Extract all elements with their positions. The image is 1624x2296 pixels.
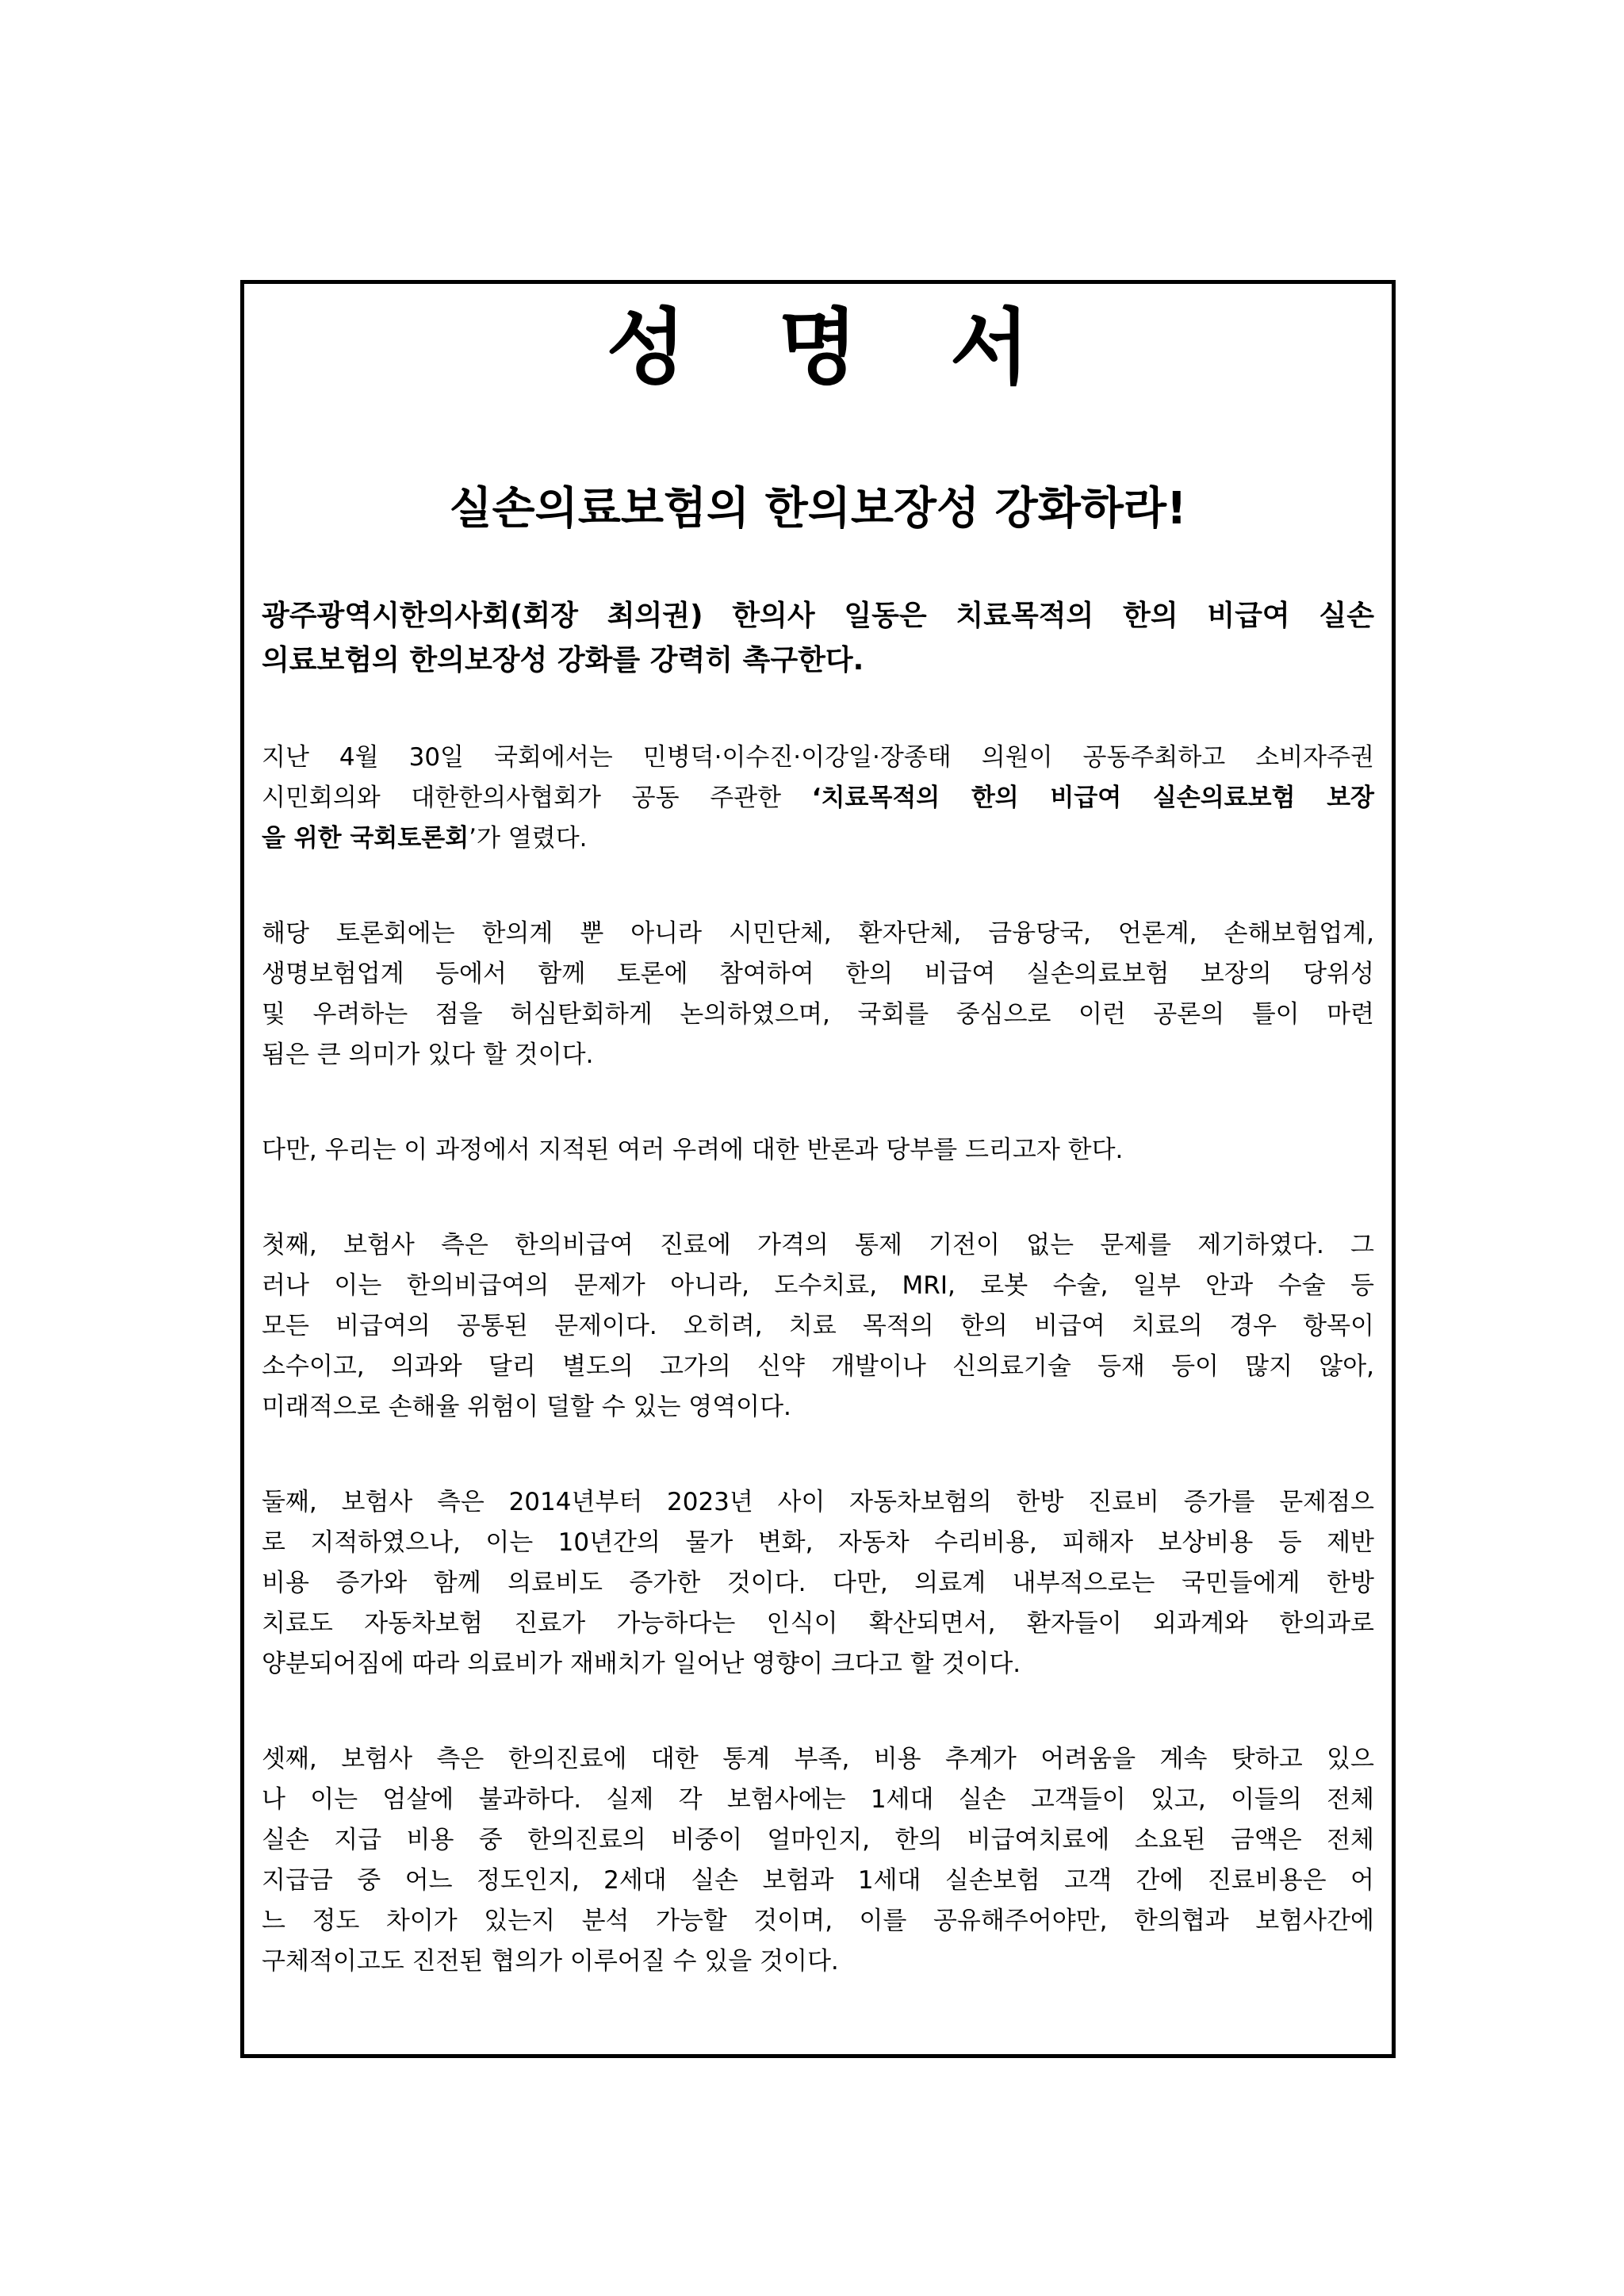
document-title: 성 명 서 <box>606 299 1062 396</box>
paragraph <box>262 1482 1374 1685</box>
text-segment: 둘째, 보험사 측은 2014년부터 2023년 사이 자동차보험의 한방 진료비 증가를 문제점으 <box>262 1488 1374 1516</box>
text-line <box>262 1266 1374 1306</box>
paragraph <box>262 1130 1374 1171</box>
text-line <box>262 1604 1374 1644</box>
text-segment: 의료보험의 한의보장성 강화를 강력히 촉구한다. <box>262 644 864 677</box>
text-segment: 나 이는 엄살에 불과하다. 실제 각 보험사에는 1세대 실손 고객들이 있고, 이들의 전체 <box>262 1785 1374 1814</box>
text-line <box>262 1644 1374 1685</box>
text-segment: 실손 지급 비용 중 한의진료의 비중이 얼마인지, 한의 비급여치료에 소요된 금액은 전체 <box>262 1826 1374 1854</box>
text-segment: 및 우려하는 점을 허심탄회하게 논의하였으며, 국회를 중심으로 이런 공론의 틀이 마련 <box>262 1000 1374 1029</box>
text-line <box>262 1820 1374 1861</box>
text-segment: 양분되어짐에 따라 의료비가 재배치가 일어난 영향이 크다고 할 것이다. <box>262 1650 1021 1678</box>
text-line <box>262 638 1374 683</box>
text-line <box>262 1482 1374 1523</box>
paragraph <box>262 1225 1374 1428</box>
text-line <box>262 818 1374 859</box>
text-line <box>262 1739 1374 1780</box>
text-segment: ’가 열렸다. <box>469 824 588 853</box>
text-segment: 됨은 큰 의미가 있다 할 것이다. <box>262 1041 594 1069</box>
bold-text: ‘치료목적의 한의 비급여 실손의료보험 보장 <box>811 784 1374 812</box>
text-segment: 미래적으로 손해율 위험이 덜할 수 있는 영역이다. <box>262 1393 791 1421</box>
text-line <box>262 778 1374 818</box>
text-line <box>262 1941 1374 1982</box>
text-segment: 해당 토론회에는 한의계 뿐 아니라 시민단체, 환자단체, 금융당국, 언론계, 손해보험업계, <box>262 919 1374 948</box>
text-line <box>262 1563 1374 1604</box>
text-line <box>262 1901 1374 1941</box>
text-line <box>262 914 1374 954</box>
text-segment: 구체적이고도 진전된 협의가 이루어질 수 있을 것이다. <box>262 1947 839 1976</box>
text-line <box>262 594 1374 638</box>
paragraph <box>262 738 1374 859</box>
text-segment: 셋째, 보험사 측은 한의진료에 대한 통계 부족, 비용 추계가 어려움을 계속 탓하고 있으 <box>262 1745 1374 1773</box>
bold-text: 을 위한 국회토론회 <box>262 824 469 853</box>
text-segment: 시민회의와 대한한의사협회가 공동 주관한 <box>262 784 812 812</box>
text-segment: 모든 비급여의 공통된 문제이다. 오히려, 치료 목적의 한의 비급여 치료의 경우 항목이 <box>262 1312 1374 1340</box>
text-line <box>262 1523 1374 1563</box>
text-line <box>262 954 1374 995</box>
text-line <box>262 1861 1374 1901</box>
document-subtitle: 실손의료보험의 한의보장성 강화하라! <box>449 483 1187 535</box>
text-line <box>262 1347 1374 1387</box>
text-segment: 지급금 중 어느 정도인지, 2세대 실손 보험과 1세대 실손보험 고객 간에 진료비용은 어 <box>262 1866 1374 1895</box>
text-segment: 치료도 자동차보험 진료가 가능하다는 인식이 확산되면서, 환자들이 외과계와 한의과로 <box>262 1609 1374 1638</box>
text-line <box>262 738 1374 778</box>
body-paragraphs <box>262 738 1374 1982</box>
text-segment: 러나 이는 한의비급여의 문제가 아니라, 도수치료, MRI, 로봇 수술, 일부 안과 수술 등 <box>262 1271 1374 1300</box>
lead-paragraph <box>262 594 1374 683</box>
paragraph <box>262 1739 1374 1982</box>
text-line <box>262 1387 1374 1428</box>
text-segment: 소수이고, 의과와 달리 별도의 고가의 신약 개발이나 신의료기술 등재 등이 많지 않아, <box>262 1352 1374 1381</box>
text-line <box>262 1225 1374 1266</box>
text-line <box>262 1035 1374 1075</box>
text-segment: 광주광역시한의사회(회장 최의권) 한의사 일동은 치료목적의 한의 비급여 실손 <box>262 600 1374 632</box>
text-segment: 느 정도 차이가 있는지 분석 가능할 것이며, 이를 공유해주어야만, 한의협과 보험사간에 <box>262 1907 1374 1935</box>
text-segment: 생명보험업계 등에서 함께 토론에 참여하여 한의 비급여 실손의료보험 보장의 당위성 <box>262 960 1374 988</box>
text-segment: 로 지적하였으나, 이는 10년간의 물가 변화, 자동차 수리비용, 피해자 보상비용 등 제반 <box>262 1528 1374 1557</box>
statement-body <box>244 300 1392 1982</box>
text-line <box>262 1130 1374 1171</box>
text-segment: 첫째, 보험사 측은 한의비급여 진료에 가격의 통제 기전이 없는 문제를 제기하였다. 그 <box>262 1231 1374 1259</box>
text-segment: 비용 증가와 함께 의료비도 증가한 것이다. 다만, 의료계 내부적으로는 국민들에게 한방 <box>262 1569 1374 1597</box>
text-segment: 다만, 우리는 이 과정에서 지적된 여러 우려에 대한 반론과 당부를 드리고자 한다. <box>262 1136 1124 1164</box>
paragraph <box>262 914 1374 1075</box>
statement-frame <box>240 280 1396 2058</box>
text-segment: 지난 4월 30일 국회에서는 민병덕·이수진·이강일·장종태 의원이 공동주최하고 소비자주권 <box>262 743 1374 772</box>
text-line <box>262 995 1374 1035</box>
text-line <box>262 1306 1374 1347</box>
text-line <box>262 1780 1374 1820</box>
